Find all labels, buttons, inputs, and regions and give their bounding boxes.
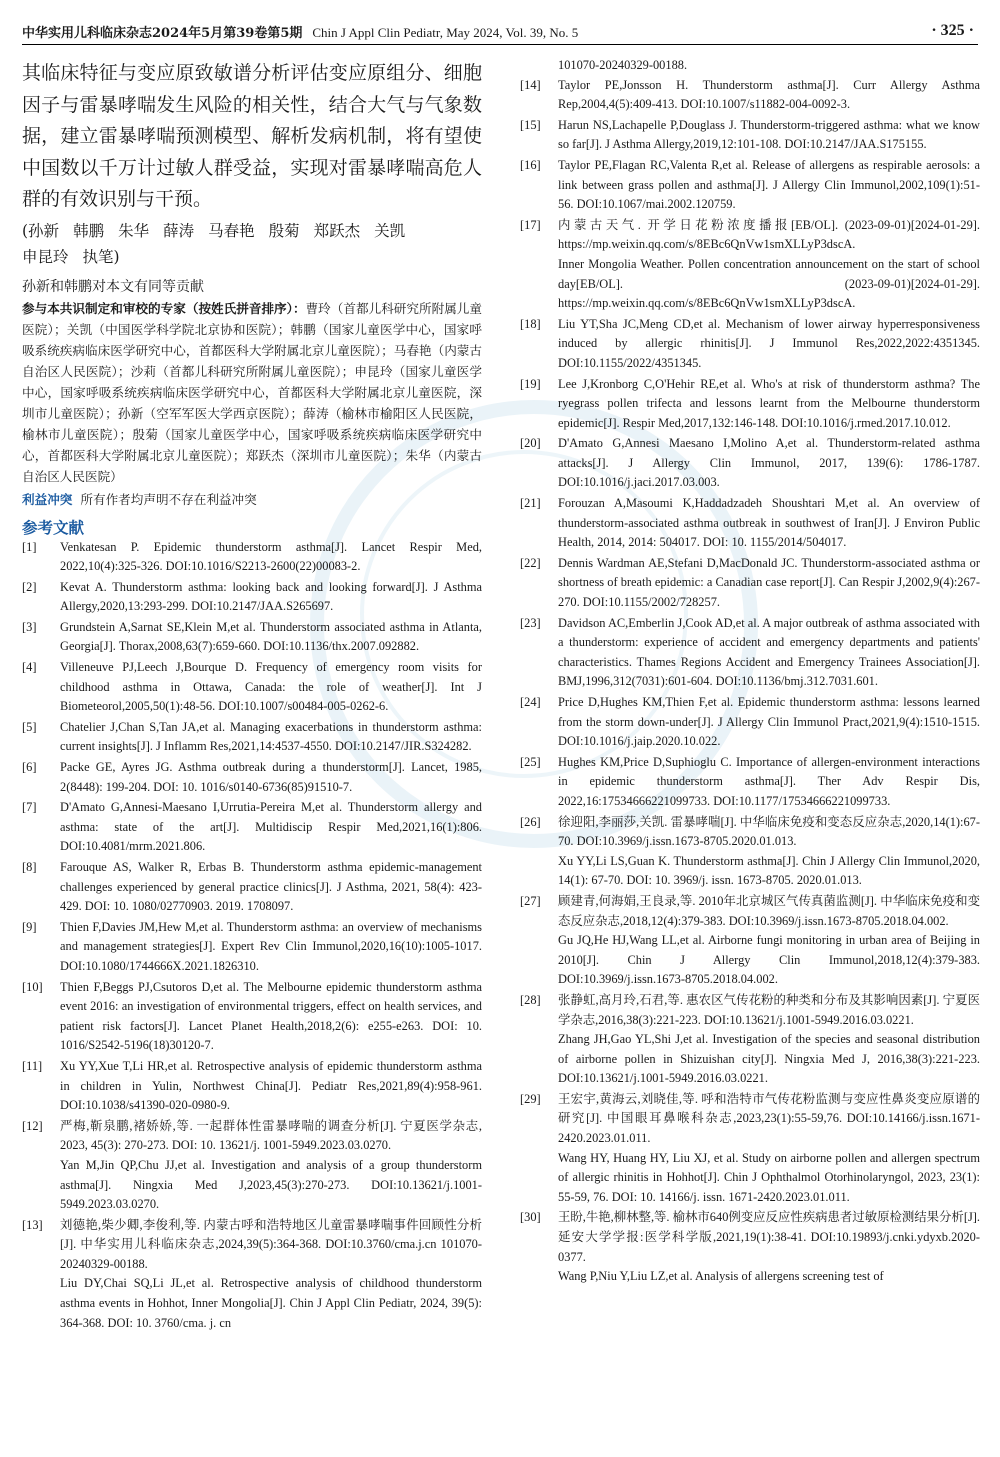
intro-paragraph: 其临床特征与变应原致敏谱分析评估变应原组分、细胞因子与雷暴哮喘发生风险的相关性，结合大气与气象数据，建立雷暴哮喘预测模型、解析发病机制，将有望使中国数以千万计过敏人群受益，实现对雷暴哮喘高危人群的有效识别与干预。 [22, 62, 482, 210]
reference-citation-en: Gu JQ,He HJ,Wang LL,et al. Airborne fungi monitoring in urban area of Beijing in 2010[J]. Chin J Allergy Clin Immunol,2018,12(4):379-383. DOI:10.3969/j.issn.1673-8705.2018.04.002. [558, 933, 980, 987]
reference-number: [3] [22, 619, 37, 634]
running-header [22, 20, 978, 45]
reference-number: [25] [520, 754, 541, 769]
reference-item [22, 1216, 482, 1334]
reference-text [558, 614, 980, 692]
reference-text [60, 618, 482, 657]
author: 执笔) [82, 247, 120, 266]
reference-citation: 内蒙古天气. 开学日花粉浓度播报[EB/OL]. (2023-09-01)[2024-01-29]. https://mp.weixin.qq.com/s/8EBc6QnVw1smXLLyP3dscA. [558, 217, 980, 252]
reference-number: [28] [520, 992, 541, 1007]
reference-text [558, 434, 980, 493]
reference-number: [18] [520, 316, 541, 331]
reference-number: [19] [520, 376, 541, 391]
reference-text [558, 315, 980, 374]
reference-item [520, 156, 980, 215]
author: 薛涛 [163, 221, 195, 240]
reference-number: [11] [22, 1058, 43, 1073]
reference-item [22, 1117, 482, 1215]
reference-citation: Lee J,Kronborg C,O'Hehir RE,et al. Who's at risk of thunderstorm asthma? The ryegrass pollen trifecta and lessons learnt from the Melbourne thunderstorm epidemic[J]. Respir Med,2017,132:146-148. DOI:10.1016/j.rmed.2017.10.012. [558, 376, 980, 430]
reference-text [558, 991, 980, 1089]
reference-item [22, 858, 482, 917]
reference-item [520, 375, 980, 434]
reference-citation: 刘德艳,柴少卿,李俊利,等. 内蒙古呼和浩特地区儿童雷暴哮喘事件回顾性分析[J]. 中华实用儿科临床杂志,2024,39(5):364-368. DOI:10.3760/cma.j.cn 101070-20240329-00188. [60, 1217, 482, 1271]
reference-item [520, 434, 980, 493]
reference-citation: Farouque AS, Walker R, Erbas B. Thunderstorm asthma epidemic-management challenges experienced by general practice clinics[J]. J Asthma, 2021, 58(4): 423-429. DOI: 10. 1080/02770903. 2019. 1708097. [60, 860, 482, 914]
reference-text [558, 216, 980, 314]
reference-citation: Kevat A. Thunderstorm asthma: looking back and looking forward[J]. J Asthma Allergy,2020,13:293-299. DOI:10.2147/JAA.S265697. [60, 579, 482, 614]
reference-citation: Davidson AC,Emberlin J,Cook AD,et al. A major outbreak of asthma associated with a thunderstorm: experience of accident and emergency departments and patients' characteristics. Thames Regions Accident and Emergency Trainees Association[J]. BMJ,1996,312(7031):601-604. DOI:10.1136/bmj.312.7031.601. [558, 615, 980, 689]
reference-number: [1] [22, 539, 37, 554]
reference-continuation: 101070-20240329-00188. [558, 58, 688, 72]
reference-text [558, 156, 980, 215]
conflict-statement [22, 489, 482, 510]
reference-text [60, 858, 482, 917]
references-list-right [520, 76, 980, 1287]
reference-citation: 顾建青,何海娟,王良录,等. 2010年北京城区气传真菌监测[J]. 中华临床免疫和变态反应杂志,2018,12(4):379-383. DOI:10.3969/j.issn.1673-8705.2018.04.002. [558, 893, 980, 928]
reference-text [558, 494, 980, 553]
reference-item [22, 578, 482, 617]
author: (孙新 [22, 221, 60, 240]
reference-item [520, 554, 980, 613]
reference-item [520, 813, 980, 891]
author: 郑跃杰 [313, 221, 361, 240]
reference-number: [23] [520, 615, 541, 630]
author-list [22, 218, 482, 270]
right-column [520, 56, 980, 1287]
reference-number: [7] [22, 800, 37, 815]
reference-citation: Xu YY,Xue T,Li HR,et al. Retrospective analysis of epidemic thunderstorm asthma in children in Yulin, Northwest China[J]. Pediatr Res,2021,89(4):958-961. DOI:10.1038/s41390-020-0980-9. [60, 1058, 482, 1113]
reference-citation: 严梅,靳泉鹏,褚娇娇,等. 一起群体性雷暴哮喘的调查分析[J]. 宁夏医学杂志, 2023, 45(3): 270-273. DOI: 10. 13621/j. 1001-5949.2023.03.0270. [60, 1118, 482, 1153]
reference-citation: Taylor PE,Jonsson H. Thunderstorm asthma[J]. Curr Allergy Asthma Rep,2004,4(5):409-413. DOI:10.1007/s11882-004-0092-3. [558, 77, 980, 112]
reference-number: [27] [520, 893, 541, 908]
reference-item [22, 538, 482, 577]
reference-citation: Hughes KM,Price D,Suphioglu C. Importance of allergen-environment interactions in epidemic thunderstorm asthma[J]. Ther Adv Respir Dis, 2022,16:17534666221099733. DOI:10.1177/17534666221099733. [558, 754, 980, 808]
reference-citation-en: Wang HY, Huang HY, Liu XJ, et al. Study on airborne pollen and allergen spectrum of allergic rhinitis in Hohhot[J]. Chin J Ophthalmol Otorhinolaryngol, 2023, 23(1): 55-59, 76. DOI: 10. 14166/j. issn. 1671-2420.2023.01.011. [558, 1150, 980, 1204]
author: 韩鹏 [73, 221, 105, 240]
reference-number: [15] [520, 117, 541, 132]
reference-citation: Taylor PE,Flagan RC,Valenta R,et al. Release of allergens as respirable aerosols: a link between grass pollen and asthma[J]. J Allergy Clin Immunol,2002,109(1):51-56. DOI:10.1067/mai.2002.120759. [558, 157, 980, 212]
reference-text [60, 658, 482, 717]
reference-citation-en: Liu DY,Chai SQ,Li JL,et al. Retrospective analysis of childhood thunderstorm asthma events in Hohhot, Inner Mongolia[J]. Chin J Appl Clin Pediatr, 2024, 39(5): 364-368. DOI: 10. 3760/cma. j. cn [60, 1276, 482, 1330]
reference-citation: Price D,Hughes KM,Thien F,et al. Epidemic thunderstorm asthma: lessons learned from the storm down-under[J]. J Allergy Clin Immunol Pract,2021,9(4):1510-1515. DOI:10.1016/j.jaip.2020.10.022. [558, 695, 980, 749]
reference-number: [9] [22, 919, 37, 934]
reference-number: [5] [22, 719, 37, 734]
reference-citation: D'Amato G,Annesi-Maesano I,Urrutia-Pereira M,et al. Thunderstorm allergy and asthma: state of the art[J]. Multidiscip Respir Med,2021,16(1):806. DOI:10.4081/mrm.2021.806. [60, 800, 482, 854]
experts-text: 曹玲（首都儿科研究所附属儿童医院）；关凯（中国医学科学院北京协和医院）；韩鹏（国家儿童医学中心，国家呼吸系统疾病临床医学研究中心，首都医科大学附属北京儿童医院）；马春艳（内蒙古自治区人民医院）；沙莉（首都儿科研究所附属儿童医院）；申昆玲（国家儿童医学中心，国家呼吸系统疾病临床医学研究中心，首都医科大学附属北京儿童医院，深圳市儿童医院）；孙新（空军军医大学西京医院）；薛涛（榆林市榆阳区人民医院，榆林市儿童医院）；殷菊（国家儿童医学中心，国家呼吸系统疾病临床医学研究中心，首都医科大学附属北京儿童医院）；郑跃杰（深圳市儿童医院）；朱华（内蒙古自治区人民医院） [22, 300, 483, 484]
reference-item [520, 315, 980, 374]
conflict-label: 利益冲突 [22, 491, 73, 507]
reference-text [558, 753, 980, 812]
reference-number: [20] [520, 436, 541, 451]
reference-text [60, 918, 482, 977]
reference-text [558, 1208, 980, 1286]
reference-text [558, 1090, 980, 1208]
reference-citation-en: Xu YY,Li LS,Guan K. Thunderstorm asthma[J]. Chin J Allergy Clin Immunol,2020, 14(1): 67-70. DOI: 10. 3969/j. issn. 1673-8705. 2020.01.013. [558, 853, 980, 888]
reference-text [60, 1117, 482, 1215]
reference-citation-en: Yan M,Jin QP,Chu JJ,et al. Investigation and analysis of a group thunderstorm asthma[J]. Ningxia Med J,2023,45(3):270-273. DOI:10.13621/j.1001-5949.2023.03.0270. [60, 1157, 482, 1212]
author: 殷菊 [268, 221, 300, 240]
reference-number: [12] [22, 1118, 43, 1133]
reference-text [60, 538, 482, 577]
reference-item [22, 718, 482, 757]
reference-text [558, 375, 980, 434]
reference-item [520, 991, 980, 1089]
author: 朱华 [118, 221, 150, 240]
reference-number: [30] [520, 1210, 541, 1225]
references-heading: 参考文献 [22, 517, 85, 537]
reference-citation: 张静虹,高月玲,石君,等. 惠农区气传花粉的种类和分布及其影响因素[J]. 宁夏医学杂志,2016,38(3):221-223. DOI:10.13621/j.1001-5949.2016.03.0221. [558, 992, 980, 1027]
reference-number: [22] [520, 555, 541, 570]
reference-number: [21] [520, 496, 541, 511]
author: 马春艳 [208, 221, 255, 240]
reference-text [60, 1216, 482, 1334]
reference-item [520, 614, 980, 692]
reference-number: [13] [22, 1217, 43, 1232]
reference-citation: Liu YT,Sha JC,Meng CD,et al. Mechanism of lower airway hyperresponsiveness induced by allergic rhinitis[J]. J Immunol Res,2022,2022:4351345. DOI:10.1155/2022/4351345. [558, 316, 980, 370]
reference-citation-en: Zhang JH,Gao YL,Shi J,et al. Investigation of the species and seasonal distribution of airborne pollen in Shizuishan city[J]. Ningxia Med J, 2016,38(3):221-223. DOI:10.13621/j.1001-5949.2016.03.0221. [558, 1032, 980, 1086]
reference-text [558, 76, 980, 115]
reference-number: [26] [520, 814, 541, 829]
reference-item [22, 758, 482, 797]
reference-item [520, 753, 980, 812]
reference-text [60, 978, 482, 1056]
reference-number: [24] [520, 695, 541, 709]
author: 关凯 [374, 221, 406, 240]
reference-number: [6] [22, 760, 37, 775]
journal-title-en: Chin J Appl Clin Pediatr, May 2024, Vol. 39, No. 5 [312, 25, 579, 40]
reference-citation: Forouzan A,Masoumi K,Haddadzadeh Shoushtari M,et al. An overview of thunderstorm-associated asthma outbreak in southwest of Iran[J]. J Environ Public Health, 2014, 2014: 504017. DOI: 10. 1155/2014/504017. [558, 496, 980, 550]
reference-text [558, 892, 980, 990]
reference-number: [10] [22, 979, 43, 994]
reference-number: [17] [520, 217, 541, 232]
reference-text [60, 798, 482, 857]
reference-text [60, 718, 482, 757]
reference-citation: 徐迎阳,李丽莎,关凯. 雷暴哮喘[J]. 中华临床免疫和变态反应杂志,2020,14(1):67-70. DOI:10.3969/j.issn.1673-8705.2020.01.013. [558, 814, 980, 849]
reference-item [520, 494, 980, 553]
reference-text [60, 1057, 482, 1116]
reference-number: [16] [520, 157, 541, 172]
reference-item [520, 1090, 980, 1208]
reference-text [558, 116, 980, 155]
reference-citation: Venkatesan P. Epidemic thunderstorm asthma[J]. Lancet Respir Med, 2022,10(4):325-326. DOI:10.1016/S2213-2600(22)00083-2. [60, 539, 482, 574]
reference-number: [4] [22, 660, 37, 675]
reference-citation: Dennis Wardman AE,Stefani D,MacDonald JC. Thunderstorm-associated asthma or shortness of breath epidemic: a Canadian case report[J]. Can Respir J,2002,9(4):267-270. DOI:10.1155/2002/728257. [558, 555, 980, 610]
reference-item [22, 978, 482, 1056]
left-column [22, 58, 482, 1333]
experts-label: 参与本共识制定和审校的专家（按姓氏拼音排序）： [22, 300, 306, 316]
author: 申昆玲 [22, 247, 69, 266]
reference-citation: Thien F,Davies JM,Hew M,et al. Thunderstorm asthma: an overview of mechanisms and management strategies[J]. Expert Rev Clin Immunol,2020,16(10):1005-1017. DOI:10.1080/1744666X.2021.1826310. [60, 919, 482, 973]
reference-number: [2] [22, 579, 37, 594]
journal-title-cn: 中华实用儿科临床杂志2024年5月第39卷第5期 [22, 26, 303, 41]
reference-citation: Grundstein A,Sarnat SE,Klein M,et al. Thunderstorm associated asthma in Atlanta, Georgia[J]. Thorax,2008,63(7):659-660. DOI:10.1136/thx.2007.092882. [60, 619, 482, 654]
reference-number: [14] [520, 77, 541, 92]
reference-citation: D'Amato G,Annesi Maesano I,Molino A,et al. Thunderstorm-related asthma attacks[J]. J Allergy Clin Immunol, 2017, 139(6): 1786-1787. DOI:10.1016/j.jaci.2017.03.003. [558, 436, 980, 490]
experts-paragraph [22, 298, 482, 487]
reference-item [22, 798, 482, 857]
equal-contribution-note: 孙新和韩鹏对本文有同等贡献 [22, 278, 204, 295]
references-list-left [22, 538, 482, 1334]
reference-item [520, 1208, 980, 1286]
reference-citation: Thien F,Beggs PJ,Csutoros D,et al. The Melbourne epidemic thunderstorm asthma event 2016: an investigation of environmental triggers, effect on health services, and patient risk factors[J]. Lancet Planet Health,2018,2(6): e255-e263. DOI: 10. 1016/S2542-5196(18)30120-7. [60, 979, 482, 1053]
reference-number: [8] [22, 860, 37, 874]
reference-item [520, 693, 980, 752]
reference-item [520, 892, 980, 990]
reference-citation-en: Inner Mongolia Weather. Pollen concentration announcement on the start of school day[EB/OL]. (2023-09-01)[2024-01-29]. https://mp.weixin.qq.com/s/8EBc6QnVw1smXLLyP3dscA. [558, 256, 980, 311]
reference-citation: 王盼,牛艳,柳林整,等. 榆林市640例变应反应性疾病患者过敏原检测结果分析[J]. 延安大学学报:医学科学版,2021,19(1):38-41. DOI:10.19893/j.cnki.ydyxb.2020-0377. [558, 1210, 980, 1264]
reference-item [22, 618, 482, 657]
reference-text [558, 813, 980, 891]
reference-number: [29] [520, 1091, 541, 1106]
reference-citation: Villeneuve PJ,Leech J,Bourque D. Frequency of emergency room visits for childhood asthma in Ottawa, Canada: the role of weather[J]. Int J Biometeorol,2005,50(1):48-56. DOI:10.1007/s00484-005-0262-6. [60, 660, 482, 714]
reference-text [60, 758, 482, 797]
reference-text [60, 578, 482, 617]
reference-item [22, 918, 482, 977]
reference-citation: Chatelier J,Chan S,Tan JA,et al. Managing exacerbations in thunderstorm asthma: current insights[J]. J Inflamm Res,2021,14:4537-4550. DOI:10.2147/JIR.S324282. [60, 719, 482, 754]
reference-citation: 王宏宇,黄海云,刘晓佳,等. 呼和浩特市气传花粉监测与变应性鼻炎变应原谱的研究[J]. 中国眼耳鼻喉科杂志,2023,23(1):55-59,76. DOI:10.14166/j.issn.1671-2420.2023.01.011. [558, 1091, 980, 1146]
reference-item [22, 1057, 482, 1116]
reference-text [558, 693, 980, 752]
reference-item [520, 216, 980, 314]
reference-item [520, 76, 980, 115]
reference-text [558, 554, 980, 613]
conflict-text: 所有作者均声明不存在利益冲突 [80, 491, 257, 507]
journal-title [22, 22, 578, 41]
reference-citation: Packe GE, Ayres JG. Asthma outbreak during a thunderstorm[J]. Lancet, 1985, 2(8448): 199-204. DOI: 10. 1016/s0140-6736(85)91510-7. [60, 760, 482, 794]
reference-citation-en: Wang P,Niu Y,Liu LZ,et al. Analysis of allergens screening test of [558, 1269, 884, 1284]
reference-item [520, 116, 980, 155]
reference-item [22, 658, 482, 717]
page-number: · 325 · [931, 22, 974, 39]
reference-citation: Harun NS,Lachapelle P,Douglass J. Thunderstorm-triggered asthma: what we know so far[J]. J Asthma Allergy,2019,12:101-108. DOI:10.2147/JAA.S175155. [558, 117, 980, 152]
